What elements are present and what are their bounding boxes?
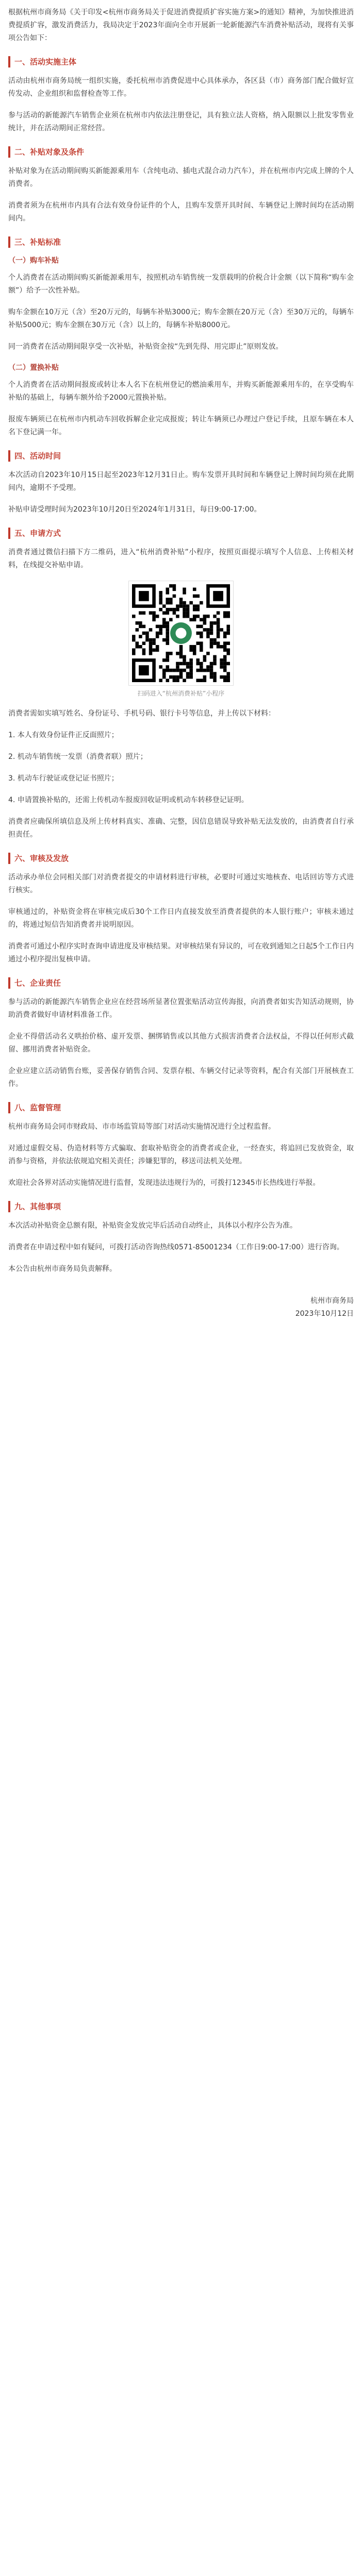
section-paragraph: 消费者可通过小程序实时查询申请进度及审核结果。对审核结果有异议的，可在收到通知之日起5个工作日内通过小程序提出复核申请。 <box>8 942 354 963</box>
subsection-paragraph: 同一消费者在活动期间限享受一次补贴，补贴资金按“先到先得、用完即止”原则发放。 <box>8 343 283 351</box>
notice-body <box>8 56 354 1276</box>
section-paragraph: 4. 申请置换补贴的，还需上传机动车报废回收证明或机动车转移登记证明。 <box>8 796 249 804</box>
subsection-title: （二）置换补贴 <box>8 364 59 372</box>
subsection-title: （一）购车补贴 <box>8 257 59 265</box>
section-paragraph: 消费者需如实填写姓名、身份证号、手机号码、银行卡号等信息，并上传以下材料： <box>8 709 275 718</box>
section-paragraph: 本次活动自2023年10月15日起至2023年12月31日止。购车发票开具时间和车辆登记上牌时间均须在此期间内，逾期不予受理。 <box>8 471 354 492</box>
section-paragraph: 消费者在申请过程中如有疑问，可拨打活动咨询热线0571-85001234（工作日9:00-17:00）进行咨询。 <box>8 1243 344 1251</box>
subsection-paragraph: 报废车辆须已在杭州市内机动车回收拆解企业完成报废；转让车辆须已办理过户登记手续，且原车辆在本人名下登记满一年。 <box>8 415 354 436</box>
subsection-paragraph: 个人消费者在活动期间购买新能源乘用车，按照机动车销售统一发票载明的价税合计金额（以下简称“购车金额”）给予一次性补贴。 <box>8 274 354 295</box>
section-paragraph: 3. 机动车行驶证或登记证书照片； <box>8 774 119 783</box>
section-title: 五、申请方式 <box>8 528 354 539</box>
qr-code-icon[interactable] <box>132 584 230 682</box>
section-paragraph: 企业不得借活动名义哄抬价格、虚开发票、捆绑销售或以其他方式损害消费者合法权益，不得以任何形式截留、挪用消费者补贴资金。 <box>8 1032 354 1054</box>
section-paragraph: 本次活动补贴资金总额有限，补贴资金发放完毕后活动自动终止，具体以小程序公告为准。 <box>8 1222 297 1230</box>
section-paragraph: 对通过虚假交易、伪造材料等方式骗取、套取补贴资金的消费者或企业，一经查实，将追回已发放资金，取消参与资格，并依法依规追究相关责任；涉嫌犯罪的，移送司法机关处理。 <box>8 1144 354 1165</box>
section-paragraph: 审核通过的，补贴资金将在审核完成后30个工作日内直接发放至消费者提供的本人银行账户；审核未通过的，将通过短信告知消费者并说明原因。 <box>8 908 354 929</box>
qr-block <box>8 581 354 698</box>
section-paragraph: 消费者须为在杭州市内具有合法有效身份证件的个人，且购车发票开具时间、车辆登记上牌时间均在活动期间内。 <box>8 201 354 223</box>
spacer <box>8 1284 354 1295</box>
section-paragraph: 消费者通过微信扫描下方二维码，进入“杭州消费补贴”小程序，按照页面提示填写个人信息、上传相关材料，在线提交补贴申请。 <box>8 548 354 569</box>
signature-date: 2023年10月12日 <box>295 1310 354 1318</box>
section-title: 八、监督管理 <box>8 1102 354 1113</box>
section-paragraph: 2. 机动车销售统一发票（消费者联）照片； <box>8 753 147 761</box>
section-paragraph: 补贴对象为在活动期间购买新能源乘用车（含纯电动、插电式混合动力汽车），并在杭州市内完成上牌的个人消费者。 <box>8 167 354 188</box>
section-paragraph: 1. 本人有效身份证件正反面照片； <box>8 731 119 739</box>
section-paragraph: 参与活动的新能源汽车销售企业应在经营场所显著位置张贴活动宣传海报，向消费者如实告知活动规则，协助消费者做好申请材料准备工作。 <box>8 998 354 1019</box>
section-paragraph: 参与活动的新能源汽车销售企业须在杭州市内依法注册登记，具有独立法人资格，纳入限额以上批发零售业统计，并在活动期间正常经营。 <box>8 111 354 132</box>
section-title: 三、补贴标准 <box>8 236 354 248</box>
qr-caption: 扫码进入“杭州消费补贴”小程序 <box>137 690 225 697</box>
subsection-paragraph: 个人消费者在活动期间报废或转让本人名下在杭州登记的燃油乘用车，并购买新能源乘用车的，在享受购车补贴的基础上，每辆车额外给予2000元置换补贴。 <box>8 381 354 402</box>
section-title: 二、补贴对象及条件 <box>8 146 354 158</box>
section-title: 四、活动时间 <box>8 450 354 462</box>
section-paragraph: 补贴申请受理时间为2023年10月20日至2024年1月31日，每日9:00-17:00。 <box>8 505 261 514</box>
section-paragraph: 企业应建立活动销售台账，妥善保存销售合同、发票存根、车辆交付记录等资料，配合有关部门开展核查工作。 <box>8 1067 354 1088</box>
section-title: 九、其他事项 <box>8 1201 354 1212</box>
signature-org: 杭州市商务局 <box>310 1297 354 1305</box>
section-paragraph: 杭州市商务局会同市财政局、市市场监管局等部门对活动实施情况进行全过程监督。 <box>8 1123 275 1131</box>
section-title: 一、活动实施主体 <box>8 56 354 67</box>
section-paragraph: 活动承办单位会同相关部门对消费者提交的申请材料进行审核，必要时可通过实地核查、电话回访等方式进行核实。 <box>8 873 354 894</box>
section-paragraph: 消费者应确保所填信息及所上传材料真实、准确、完整，因信息错误导致补贴无法发放的，由消费者自行承担责任。 <box>8 818 354 839</box>
section-title: 七、企业责任 <box>8 977 354 989</box>
section-paragraph: 本公告由杭州市商务局负责解释。 <box>8 1265 117 1273</box>
intro-paragraph: 根据杭州市商务局《关于印发<杭州市商务局关于促进消费提质扩容实施方案>的通知》精神，为加快推进消费提质扩容，激发消费活力，我局决定于2023年面向全市开展新一轮新能源汽车消费补贴活动，现将有关事项公告如下： <box>8 8 354 42</box>
section-paragraph: 活动由杭州市商务局统一组织实施，委托杭州市消费促进中心具体承办，各区县（市）商务部门配合做好宣传发动、企业组织和监督检查等工作。 <box>8 77 354 98</box>
qr-code <box>128 581 234 686</box>
section-paragraph: 欢迎社会各界对活动实施情况进行监督，发现违法违规行为的，可拨打12345市长热线进行举报。 <box>8 1179 320 1187</box>
subsection-paragraph: 购车金额在10万元（含）至20万元的，每辆车补贴3000元；购车金额在20万元（含）至30万元的，每辆车补贴5000元；购车金额在30万元（含）以上的，每辆车补贴8000元。 <box>8 308 354 329</box>
section-title: 六、审核及发放 <box>8 853 354 864</box>
